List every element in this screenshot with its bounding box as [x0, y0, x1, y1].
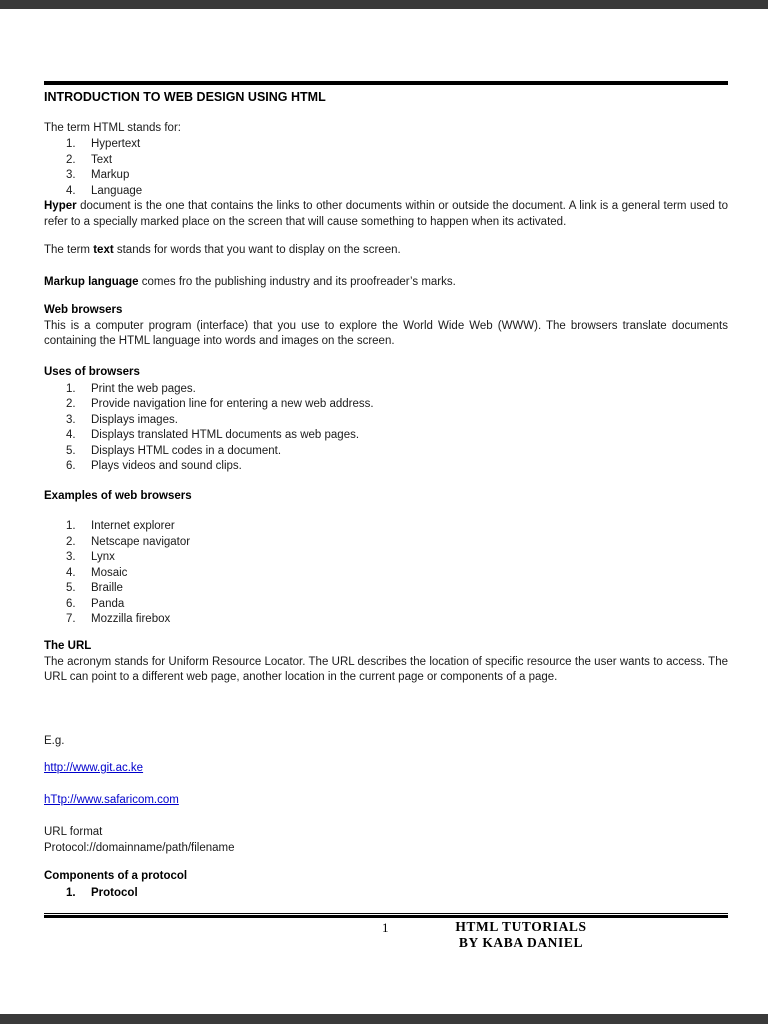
paragraph-hyper: Hyper document is the one that contains the links to other documents within or outside the document. A link is a general term used to refer to a specially marked place on the screen that will cause something to happen when its activated. — [44, 200, 728, 228]
heading-web-browsers: Web browsers — [44, 304, 123, 316]
link-safaricom[interactable]: hTtp://www.safaricom.com — [44, 794, 179, 806]
html-terms-list — [44, 137, 728, 199]
list-item: 3. Lynx — [66, 551, 115, 563]
list-item: 2. Text — [66, 153, 113, 166]
paragraph-web-browsers: This is a computer program (interface) that you use to explore the World Wide Web (WWW). The browsers translate documents containing the HTML language into words and images on the screen. — [44, 319, 728, 347]
eg-label: E.g. — [44, 735, 65, 747]
viewer-bottom-bar — [0, 1014, 768, 1024]
bold-lead: Hyper — [44, 200, 77, 212]
heading-examples-of-web-browsers: Examples of web browsers — [44, 490, 192, 502]
document-title: INTRODUCTION TO WEB DESIGN USING HTML — [44, 90, 326, 104]
examples-list — [44, 519, 728, 628]
paragraph-text: The term text stands for words that you want to display on the screen. — [44, 244, 401, 256]
list-item: 4. Displays translated HTML documents as web pages. — [66, 429, 360, 441]
url-format-value: Protocol://domainname/path/filename — [44, 841, 235, 854]
footer-credit-line2: BY KABA DANIEL — [458, 935, 584, 950]
bold-word: text — [93, 244, 114, 256]
list-item: 4. Mosaic — [66, 566, 128, 579]
list-item: 6. Plays videos and sound clips. — [66, 460, 242, 472]
list-item: 1. Print the web pages. — [66, 382, 196, 395]
bold-lead: Markup language — [44, 276, 139, 288]
list-item: 2. Netscape navigator — [66, 535, 191, 548]
list-item: 4. Language — [66, 184, 143, 197]
paragraph-markup: Markup language comes fro the publishing industry and its proofreader’s marks. — [44, 276, 456, 288]
heading-uses-of-browsers: Uses of browsers — [44, 366, 140, 378]
link-row — [44, 761, 728, 777]
page-footer — [44, 918, 728, 958]
list-item: 1. Protocol — [66, 886, 138, 899]
heading-components-of-a-protocol: Components of a protocol — [44, 870, 188, 882]
link-row — [44, 793, 728, 809]
list-item: 6. Panda — [66, 597, 125, 610]
uses-list — [44, 382, 728, 475]
list-item: 1. Internet explorer — [66, 520, 175, 532]
page-number: 1 — [382, 920, 389, 935]
document-page — [44, 0, 728, 958]
paragraph-url: The acronym stands for Uniform Resource Locator. The URL describes the location of specific resource the user wants to access. The URL can point to a different web page, another location in the current page or components of a page. — [44, 655, 728, 683]
heading-the-url: The URL — [44, 640, 92, 652]
footer-credit-line1: HTML TUTORIALS — [455, 919, 587, 934]
url-format-label: URL format — [44, 826, 103, 838]
list-item: 7. Mozzilla firebox — [66, 613, 171, 625]
link-git[interactable]: http://www.git.ac.ke — [44, 762, 144, 774]
list-item: 3. Markup — [66, 169, 130, 181]
list-item: 2. Provide navigation line for entering a new web address. — [66, 398, 374, 410]
footer-credit — [361, 919, 681, 951]
title-rule — [44, 81, 728, 85]
list-item: 5. Braille — [66, 582, 123, 594]
html-terms-lead: The term HTML stands for: — [44, 121, 181, 134]
list-item: 1. Hypertext — [66, 138, 141, 150]
protocol-list — [44, 886, 728, 902]
list-item: 5. Displays HTML codes in a document. — [66, 444, 282, 457]
list-item: 3. Displays images. — [66, 413, 178, 426]
